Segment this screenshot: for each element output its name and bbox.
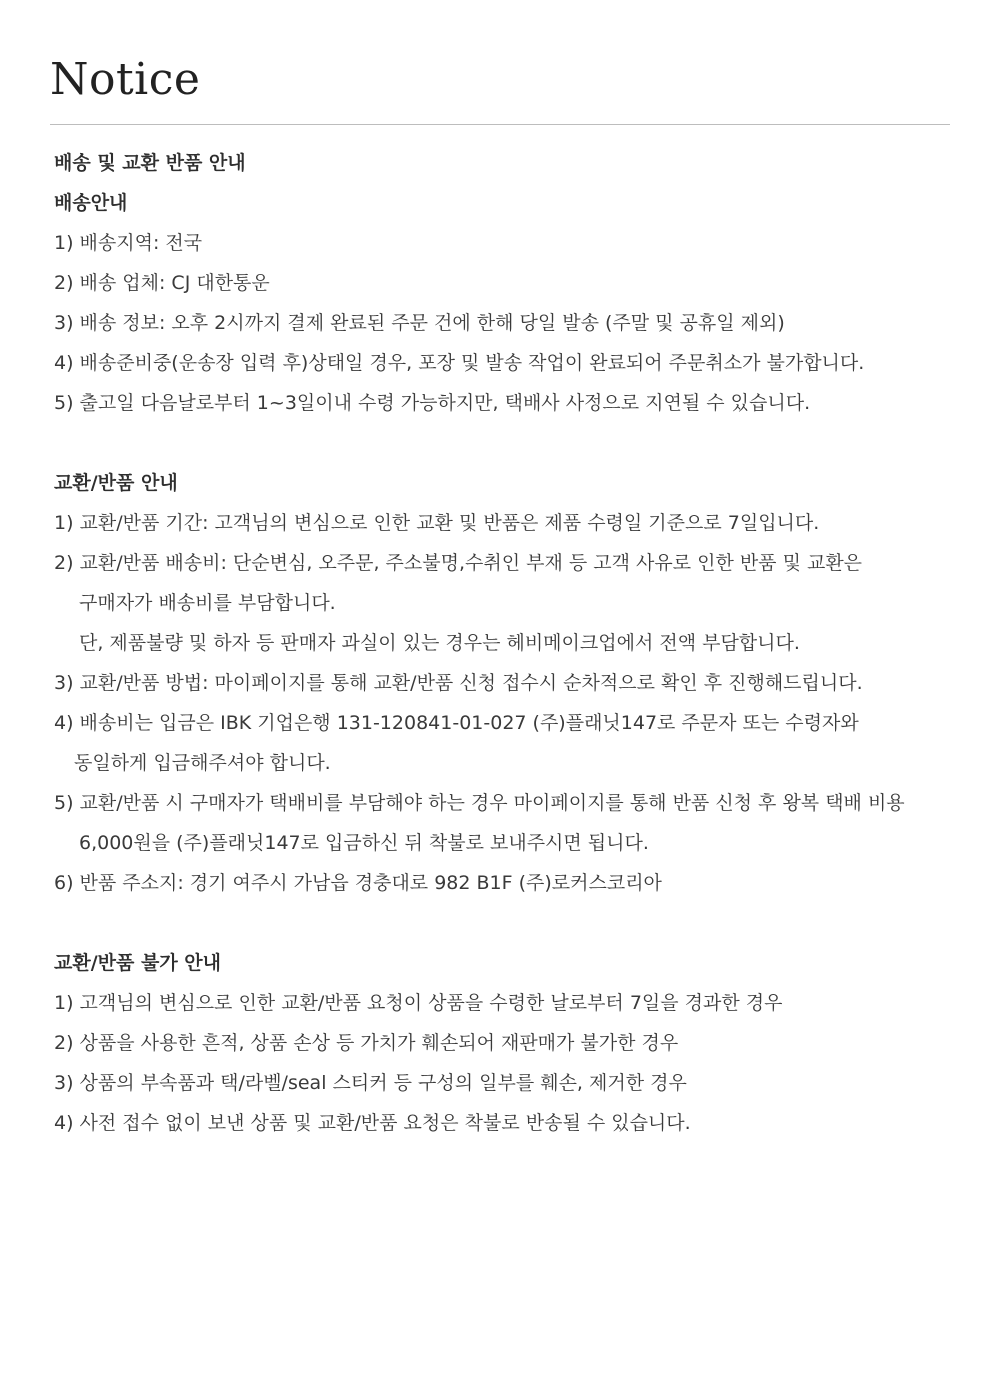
shipping-item: 1) 배송지역: 전국 (54, 232, 203, 254)
exchange-item-continuation: 단, 제품불량 및 하자 등 판매자 과실이 있는 경우는 헤비메이크업에서 전액 부담합니다. (79, 632, 800, 654)
not-allowed-item: 3) 상품의 부속품과 택/라벨/seal 스티커 등 구성의 일부를 훼손, 제거한 경우 (54, 1072, 687, 1094)
not-allowed-item: 4) 사전 접수 없이 보낸 상품 및 교환/반품 요청은 착불로 반송될 수 있습니다. (54, 1112, 691, 1134)
exchange-item-continuation: 구매자가 배송비를 부담합니다. (79, 592, 336, 614)
not-allowed-item: 1) 고객님의 변심으로 인한 교환/반품 요청이 상품을 수령한 날로부터 7일을 경과한 경우 (54, 992, 783, 1014)
exchange-item-continuation: 동일하게 입금해주셔야 합니다. (74, 752, 331, 774)
shipping-section (54, 143, 954, 423)
section-spacer (54, 903, 954, 943)
section-spacer (54, 423, 954, 463)
notice-content (54, 143, 954, 1143)
exchange-item: 5) 교환/반품 시 구매자가 택배비를 부담해야 하는 경우 마이페이지를 통해 반품 신청 후 왕복 택배 비용 (54, 792, 905, 814)
page-title: Notice (50, 54, 201, 105)
title-divider (50, 124, 950, 125)
main-heading: 배송 및 교환 반품 안내 (54, 152, 246, 174)
exchange-item: 2) 교환/반품 배송비: 단순변심, 오주문, 주소불명,수취인 부재 등 고객 사유로 인한 반품 및 교환은 (54, 552, 863, 574)
not-allowed-section (54, 943, 954, 1143)
shipping-item: 3) 배송 정보: 오후 2시까지 결제 완료된 주문 건에 한해 당일 발송 (주말 및 공휴일 제외) (54, 312, 785, 334)
not-allowed-heading: 교환/반품 불가 안내 (54, 952, 222, 974)
shipping-item: 4) 배송준비중(운송장 입력 후)상태일 경우, 포장 및 발송 작업이 완료되어 주문취소가 불가합니다. (54, 352, 865, 374)
shipping-item: 5) 출고일 다음날로부터 1~3일이내 수령 가능하지만, 택배사 사정으로 지연될 수 있습니다. (54, 392, 811, 414)
exchange-item: 6) 반품 주소지: 경기 여주시 가남읍 경충대로 982 B1F (주)로커스코리아 (54, 872, 662, 894)
exchange-item: 1) 교환/반품 기간: 고객님의 변심으로 인한 교환 및 반품은 제품 수령일 기준으로 7일입니다. (54, 512, 820, 534)
exchange-item-continuation: 6,000원을 (주)플래닛147로 입금하신 뒤 착불로 보내주시면 됩니다. (79, 832, 649, 854)
exchange-heading: 교환/반품 안내 (54, 472, 178, 494)
exchange-item: 3) 교환/반품 방법: 마이페이지를 통해 교환/반품 신청 접수시 순차적으로 확인 후 진행해드립니다. (54, 672, 863, 694)
shipping-heading: 배송안내 (54, 192, 128, 214)
exchange-item: 4) 배송비는 입금은 IBK 기업은행 131-120841-01-027 (주)플래닛147로 주문자 또는 수령자와 (54, 712, 859, 734)
shipping-item: 2) 배송 업체: CJ 대한통운 (54, 272, 270, 294)
not-allowed-item: 2) 상품을 사용한 흔적, 상품 손상 등 가치가 훼손되어 재판매가 불가한 경우 (54, 1032, 679, 1054)
exchange-section (54, 463, 954, 903)
